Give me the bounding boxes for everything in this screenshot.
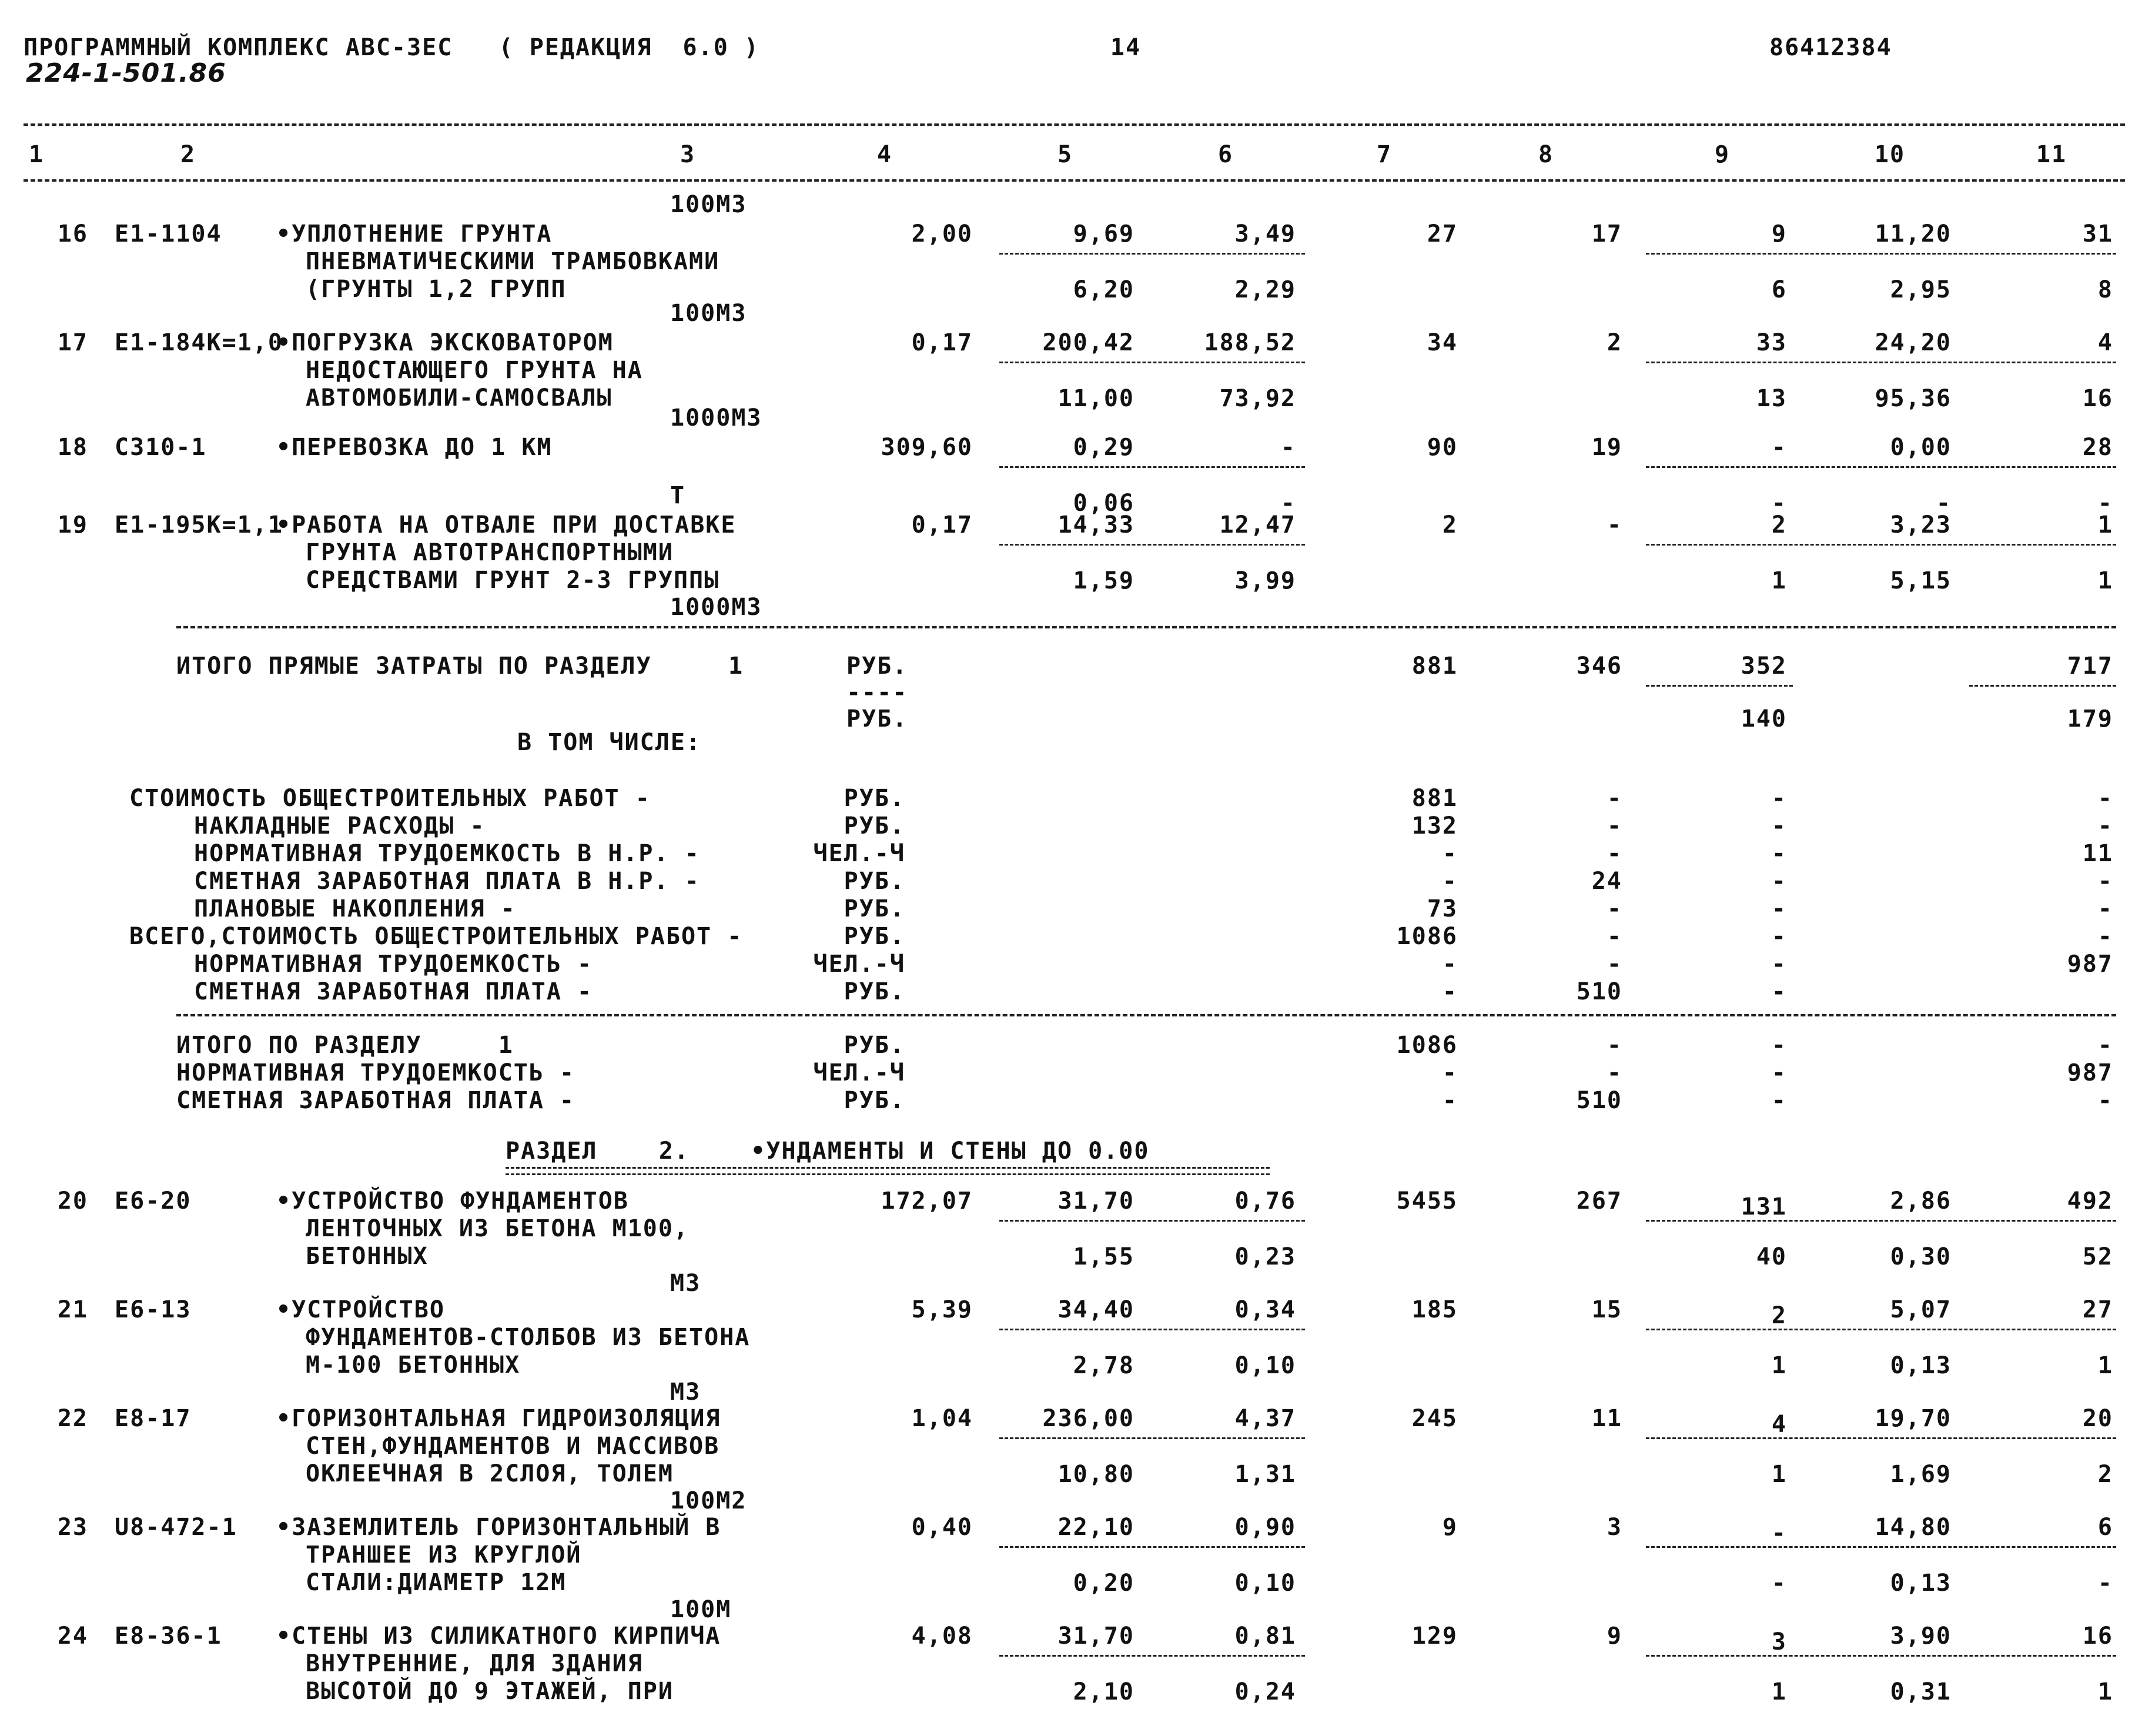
wage-cost: 510 [1576,1087,1622,1114]
labor-total: 11 [2082,840,2113,867]
unit-cost-sub: 10,80 [1057,1461,1134,1488]
work-description: ГРУНТА АВТОТРАНСПОРТНЫМИ [306,539,674,566]
breakdown-label: НОРМАТИВНАЯ ТРУДОЕМКОСТЬ В Н.Р. - [194,840,700,867]
total-cost: - [1442,978,1458,1005]
sub-rule [1646,1220,2116,1222]
sub-rule [1646,685,1793,687]
labor-total-sub: 52 [2082,1243,2113,1270]
norm-code: Е1-184К=1,0 [115,329,283,356]
total-cost: - [1442,1059,1458,1086]
wage-cost: 510 [1576,978,1622,1005]
machine-total: - [1771,1032,1787,1059]
sub-rule [1646,544,2116,546]
column-header: 6 [1217,141,1234,168]
labor-total-sub: 16 [2082,385,2113,412]
norm-code: Е6-13 [115,1296,192,1323]
work-description: ТРАНШЕЕ ИЗ КРУГЛОЙ [306,1541,582,1568]
item-number: 20 [57,1188,88,1215]
machine-total: - [1771,1520,1787,1547]
section-total-label: СМЕТНАЯ ЗАРАБОТНАЯ ПЛАТА - [176,1087,575,1114]
unit-label: РУБ. [844,895,905,922]
sub-rule [999,544,1305,546]
labor-norm-sub: 0,13 [1890,1570,1952,1597]
work-description: СТАЛИ:ДИАМЕТР 12М [306,1569,567,1596]
sub-rule [999,1220,1305,1222]
machine-total: - [1771,1087,1787,1114]
machine-cost: 0,90 [1234,1514,1296,1541]
total-cost: 27 [1427,220,1458,247]
unit-label: 1000М3 [670,594,762,621]
labor-total-sub: - [2097,1570,2113,1597]
breakdown-label: СТОИМОСТЬ ОБЩЕСТРОИТЕЛЬНЫХ РАБОТ - [129,785,651,812]
work-description: ВНУТРЕННИЕ, ДЛЯ ЗДАНИЯ [306,1650,643,1677]
page-number: 14 [1110,34,1142,61]
labor-total: 987 [2067,951,2113,978]
machine-cost: 0,34 [1234,1296,1296,1323]
unit-cost: 34,40 [1057,1296,1134,1323]
section-title-underline [506,1167,1270,1175]
work-description: •ЗАЗЕМЛИТЕЛЬ ГОРИЗОНТАЛЬНЫЙ В [276,1514,721,1541]
unit-cost: 22,10 [1057,1514,1134,1541]
breakdown-label: НАКЛАДНЫЕ РАСХОДЫ - [194,812,486,839]
labor-norm: 24,20 [1875,329,1952,356]
work-description: СРЕДСТВАМИ ГРУНТ 2-3 ГРУППЫ [306,567,720,594]
machine-cost-sub: - [1280,490,1296,517]
sub-rule [1646,1655,2116,1657]
labor-norm-sub: 1,69 [1890,1461,1952,1488]
quantity: 2,00 [911,220,973,247]
unit-label: М3 [670,1379,701,1406]
labor-total-sub: 1 [2097,1352,2113,1379]
unit-label: М3 [670,1270,701,1297]
machine-cost: - [1280,434,1296,461]
section-total-label: НОРМАТИВНАЯ ТРУДОЕМКОСТЬ - [176,1059,575,1086]
machine-total-sub: 1 [1771,1678,1787,1705]
machine-total-sub: - [1771,1570,1787,1597]
sub-rule [1646,253,2116,255]
wage-cost: 346 [1576,653,1622,680]
including-label: В ТОМ ЧИСЛЕ: [517,729,701,756]
item-number: 21 [57,1296,88,1323]
work-description: (ГРУНТЫ 1,2 ГРУПП [306,276,567,303]
machine-total: 2 [1771,1302,1787,1329]
unit-cost-sub: 11,00 [1057,385,1134,412]
machine-total: - [1771,840,1787,867]
unit-cost: 9,69 [1073,220,1134,247]
handwritten-note: 224-1-501.86 [26,58,226,88]
wage-cost: - [1607,511,1622,538]
labor-total-sub: 1 [2097,1678,2113,1705]
unit-cost: 31,70 [1057,1623,1134,1650]
total-cost: 1086 [1396,923,1458,950]
labor-total-sub: 8 [2097,276,2113,303]
work-description: •РАБОТА НА ОТВАЛЕ ПРИ ДОСТАВКЕ [276,511,737,538]
work-description: •УСТРОЙСТВО ФУНДАМЕНТОВ [276,1188,629,1215]
norm-code: U8-472-1 [115,1514,237,1541]
unit-label: РУБ. [846,653,908,680]
section-title: РАЗДЕЛ 2. •УНДАМЕНТЫ И СТЕНЫ ДО 0.00 [506,1138,1150,1165]
wage-cost: - [1607,840,1622,867]
machine-total-sub: 6 [1771,276,1787,303]
unit-label: РУБ. [844,812,905,839]
breakdown-label: СМЕТНАЯ ЗАРАБОТНАЯ ПЛАТА В Н.Р. - [194,868,700,895]
section-total-label: ИТОГО ПО РАЗДЕЛУ 1 [176,1032,514,1059]
labor-total: - [2097,868,2113,895]
total-cost: 34 [1427,329,1458,356]
machine-total-sub: 1 [1771,1352,1787,1379]
document-code: 86412384 [1769,34,1892,61]
sub-rule [1646,1546,2116,1548]
wage-cost: - [1607,1032,1622,1059]
labor-norm-sub: 0,30 [1890,1243,1952,1270]
labor-norm-sub: 2,95 [1890,276,1952,303]
labor-total: 4 [2097,329,2113,356]
unit-cost-sub: 0,06 [1073,490,1134,517]
column-header: 7 [1376,141,1393,168]
machine-total: 2 [1771,511,1787,538]
unit-label: 1000М3 [670,404,762,432]
total-cost: - [1442,840,1458,867]
machine-total: - [1771,868,1787,895]
quantity: 0,17 [911,511,973,538]
breakdown-label: НОРМАТИВНАЯ ТРУДОЕМКОСТЬ - [194,951,593,978]
wage-cost: 19 [1591,434,1622,461]
norm-code: Е1-1104 [115,220,222,247]
item-number: 18 [57,434,88,461]
machine-cost: 4,37 [1234,1405,1296,1432]
labor-total: 31 [2082,220,2113,247]
machine-total: 9 [1771,220,1787,247]
total-cost: 245 [1411,1405,1458,1432]
sub-rule [999,1546,1305,1548]
quantity: 172,07 [881,1188,973,1215]
total-cost: 9 [1442,1514,1458,1541]
wage-cost: - [1607,923,1622,950]
wage-cost: 17 [1591,220,1622,247]
wage-cost: 2 [1607,329,1622,356]
sub-rule [999,1655,1305,1657]
total-cost: 881 [1411,653,1458,680]
machine-total: - [1771,812,1787,839]
total-cost: - [1442,951,1458,978]
wage-cost: - [1607,785,1622,812]
sub-rule [999,362,1305,363]
labor-norm: 3,90 [1890,1623,1952,1650]
labor-total-sub: 179 [2067,705,2113,732]
header-bottom-rule [24,179,2125,182]
machine-cost: 0,76 [1234,1188,1296,1215]
total-cost: 90 [1427,434,1458,461]
machine-cost: 188,52 [1204,329,1296,356]
machine-total: - [1771,1059,1787,1086]
column-header: 9 [1714,141,1731,168]
labor-norm-sub: 0,31 [1890,1678,1952,1705]
unit-label: РУБ. [846,705,908,732]
machine-total: - [1771,923,1787,950]
column-header: 3 [680,141,696,168]
total-cost: 73 [1427,895,1458,922]
section-total-label: ИТОГО ПРЯМЫЕ ЗАТРАТЫ ПО РАЗДЕЛУ 1 [176,653,744,680]
item-number: 19 [57,511,88,538]
labor-norm: 11,20 [1875,220,1952,247]
labor-total-sub: 2 [2097,1461,2113,1488]
unit-label: ЧЕЛ.-Ч [813,1059,905,1086]
column-header: 8 [1538,141,1554,168]
wage-cost: 15 [1591,1296,1622,1323]
item-number: 24 [57,1623,88,1650]
work-description: СТЕН,ФУНДАМЕНТОВ И МАССИВОВ [306,1433,720,1460]
machine-cost-sub: 3,99 [1234,567,1296,594]
total-cost: 185 [1411,1296,1458,1323]
labor-total: - [2097,1032,2113,1059]
column-header: 5 [1057,141,1073,168]
header-top-rule [24,123,2125,126]
work-description: ФУНДАМЕНТОВ-СТОЛБОВ ИЗ БЕТОНА [306,1324,751,1351]
labor-total: 16 [2082,1623,2113,1650]
unit-cost: 31,70 [1057,1188,1134,1215]
wage-cost: 24 [1591,868,1622,895]
wage-cost: - [1607,1059,1622,1086]
labor-total: 6 [2097,1514,2113,1541]
unit-label: ---- [846,679,908,706]
unit-label: ЧЕЛ.-Ч [813,951,905,978]
labor-total: - [2097,785,2113,812]
norm-code: Е6-20 [115,1188,192,1215]
labor-total: 717 [2067,653,2113,680]
quantity: 0,40 [911,1514,973,1541]
sub-rule [1646,466,2116,468]
unit-label: РУБ. [844,785,905,812]
machine-total: 131 [1741,1193,1787,1220]
labor-norm-sub: 0,13 [1890,1352,1952,1379]
labor-total: 1 [2097,511,2113,538]
machine-total: - [1771,951,1787,978]
machine-cost-sub: 0,23 [1234,1243,1296,1270]
machine-total: 4 [1771,1411,1787,1438]
work-description: АВТОМОБИЛИ-САМОСВАЛЫ [306,384,613,412]
item-number: 16 [57,220,88,247]
sub-rule [999,1329,1305,1330]
norm-code: Е8-17 [115,1405,192,1432]
total-cost: 129 [1411,1623,1458,1650]
column-header: 11 [2036,141,2067,168]
wage-cost: 9 [1607,1623,1622,1650]
unit-label: 100М3 [670,191,747,218]
machine-total: 3 [1771,1628,1787,1655]
machine-total-sub: 1 [1771,567,1787,594]
item-number: 22 [57,1405,88,1432]
labor-norm: 0,00 [1890,434,1952,461]
labor-norm: 3,23 [1890,511,1952,538]
machine-total-sub: 1 [1771,1461,1787,1488]
machine-total-sub: - [1771,490,1787,517]
quantity: 4,08 [911,1623,973,1650]
breakdown-label: ВСЕГО,СТОИМОСТЬ ОБЩЕСТРОИТЕЛЬНЫХ РАБОТ - [129,923,743,950]
norm-code: Е1-195К=1,1 [115,511,283,538]
labor-total: 28 [2082,434,2113,461]
wage-cost: - [1607,951,1622,978]
work-description: •УСТРОЙСТВО [276,1296,445,1323]
machine-cost-sub: 73,92 [1219,385,1296,412]
total-cost: 1086 [1396,1032,1458,1059]
machine-cost: 0,81 [1234,1623,1296,1650]
wage-cost: 11 [1591,1405,1622,1432]
machine-cost-sub: 0,10 [1234,1352,1296,1379]
machine-total: - [1771,895,1787,922]
work-description: ПНЕВМАТИЧЕСКИМИ ТРАМБОВКАМИ [306,248,720,275]
breakdown-label: ПЛАНОВЫЕ НАКОПЛЕНИЯ - [194,895,516,922]
machine-total-sub: 140 [1741,705,1787,732]
program-title: ПРОГРАММНЫЙ КОМПЛЕКС АВС-ЗЕС ( РЕДАКЦИЯ 6.0 ) [24,34,759,61]
machine-cost-sub: 0,10 [1234,1570,1296,1597]
labor-norm: 19,70 [1875,1405,1952,1432]
unit-cost-sub: 1,59 [1073,567,1134,594]
machine-cost: 3,49 [1234,220,1296,247]
unit-cost: 14,33 [1057,511,1134,538]
unit-label: РУБ. [844,868,905,895]
column-header: 1 [28,141,45,168]
work-description: •СТЕНЫ ИЗ СИЛИКАТНОГО КИРПИЧА [276,1623,721,1650]
machine-total: - [1771,434,1787,461]
wage-cost: 3 [1607,1514,1622,1541]
labor-total: 27 [2082,1296,2113,1323]
total-rule [176,1014,2116,1016]
column-header: 2 [180,141,196,168]
work-description: М-100 БЕТОННЫХ [306,1352,521,1379]
unit-label: 100М3 [670,300,747,327]
column-header: 4 [876,141,893,168]
unit-cost-sub: 2,78 [1073,1352,1134,1379]
unit-label: РУБ. [844,1087,905,1114]
total-cost: 132 [1411,812,1458,839]
machine-cost-sub: 1,31 [1234,1461,1296,1488]
wage-cost: - [1607,895,1622,922]
total-cost: - [1442,1087,1458,1114]
machine-cost-sub: 0,24 [1234,1678,1296,1705]
machine-total-sub: 40 [1756,1243,1787,1270]
labor-total-sub: 1 [2097,567,2113,594]
machine-cost-sub: 2,29 [1234,276,1296,303]
quantity: 5,39 [911,1296,973,1323]
labor-total: - [2097,1087,2113,1114]
unit-label: 100М [670,1596,732,1623]
total-cost: - [1442,868,1458,895]
labor-norm-sub: 95,36 [1875,385,1952,412]
norm-code: Е8-36-1 [115,1623,222,1650]
labor-norm-sub: 5,15 [1890,567,1952,594]
breakdown-label: СМЕТНАЯ ЗАРАБОТНАЯ ПЛАТА - [194,978,593,1005]
machine-total: 352 [1741,653,1787,680]
labor-total: - [2097,812,2113,839]
sub-rule [999,253,1305,255]
unit-cost-sub: 0,20 [1073,1570,1134,1597]
unit-cost-sub: 2,10 [1073,1678,1134,1705]
labor-norm: 5,07 [1890,1296,1952,1323]
unit-label: РУБ. [844,923,905,950]
labor-total: 987 [2067,1059,2113,1086]
norm-code: С310-1 [115,434,207,461]
sub-rule [1646,1437,2116,1439]
unit-label: ЧЕЛ.-Ч [813,840,905,867]
work-description: БЕТОННЫХ [306,1243,429,1270]
sub-rule [999,466,1305,468]
sub-rule [1646,1329,2116,1330]
labor-norm-sub: - [1936,490,1952,517]
labor-total: 20 [2082,1405,2113,1432]
machine-total: - [1771,785,1787,812]
item-number: 23 [57,1514,88,1541]
labor-total: - [2097,923,2113,950]
unit-label: РУБ. [844,1032,905,1059]
total-rule [176,626,2116,628]
work-description: •ПЕРЕВОЗКА ДО 1 КМ [276,434,553,461]
unit-cost: 236,00 [1042,1405,1134,1432]
sub-rule [1969,685,2116,687]
unit-label: 100М2 [670,1487,747,1514]
work-description: ЛЕНТОЧНЫХ ИЗ БЕТОНА М100, [306,1215,690,1242]
unit-cost: 0,29 [1073,434,1134,461]
labor-total: - [2097,895,2113,922]
quantity: 309,60 [881,434,973,461]
labor-norm: 14,80 [1875,1514,1952,1541]
labor-total-sub: - [2097,490,2113,517]
work-description: •УПЛОТНЕНИЕ ГРУНТА [276,220,553,247]
unit-cost: 200,42 [1042,329,1134,356]
sub-rule [999,1437,1305,1439]
total-cost: 5455 [1396,1188,1458,1215]
wage-cost: - [1607,812,1622,839]
quantity: 0,17 [911,329,973,356]
unit-label: Т [670,482,686,509]
sub-rule [1646,362,2116,363]
machine-total-sub: 13 [1756,385,1787,412]
work-description: НЕДОСТАЮЩЕГО ГРУНТА НА [306,357,643,384]
quantity: 1,04 [911,1405,973,1432]
work-description: •ГОРИЗОНТАЛЬНАЯ ГИДРОИЗОЛЯЦИЯ [276,1405,721,1432]
work-description: •ПОГРУЗКА ЭКСКОВАТОРОМ [276,329,614,356]
work-description: ОКЛЕЕЧНАЯ В 2СЛОЯ, ТОЛЕМ [306,1460,674,1487]
unit-label: РУБ. [844,978,905,1005]
total-cost: 2 [1442,511,1458,538]
machine-cost: 12,47 [1219,511,1296,538]
column-header: 10 [1874,141,1906,168]
machine-total: 33 [1756,329,1787,356]
unit-cost-sub: 6,20 [1073,276,1134,303]
labor-norm: 2,86 [1890,1188,1952,1215]
total-cost: 881 [1411,785,1458,812]
item-number: 17 [57,329,88,356]
wage-cost: 267 [1576,1188,1622,1215]
unit-cost-sub: 1,55 [1073,1243,1134,1270]
labor-total: 492 [2067,1188,2113,1215]
machine-total: - [1771,978,1787,1005]
work-description: ВЫСОТОЙ ДО 9 ЭТАЖЕЙ, ПРИ [306,1678,674,1705]
